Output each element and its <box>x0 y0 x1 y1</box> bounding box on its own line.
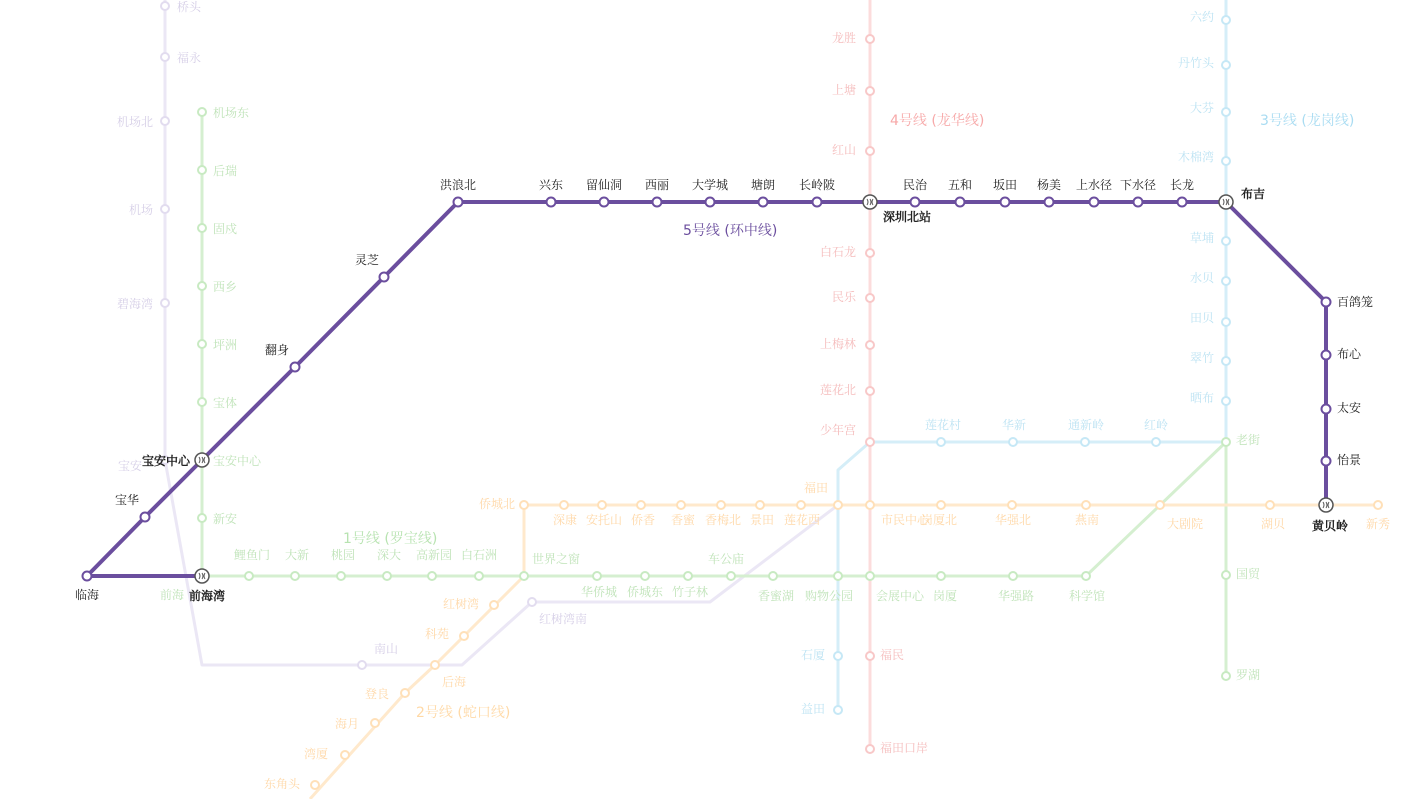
background-station-dot <box>593 572 601 580</box>
background-station-label: 世界之窗 <box>531 552 581 566</box>
station-dot[interactable] <box>83 572 92 581</box>
background-station-dot <box>866 249 874 257</box>
background-station-label: 福田口岸 <box>880 741 929 755</box>
station-dot[interactable] <box>1178 198 1187 207</box>
background-station-label: 岗厦北 <box>920 513 958 527</box>
background-station-dot <box>1008 501 1016 509</box>
background-station-dot <box>1009 572 1017 580</box>
background-station-label: 莲花村 <box>924 418 962 432</box>
background-station-dot <box>1266 501 1274 509</box>
station-label[interactable]: 塘朗 <box>750 178 776 192</box>
background-station-dot <box>1156 501 1164 509</box>
line1-title: 1号线 (罗宝线) <box>343 531 438 547</box>
background-station-label: 侨城东 <box>626 585 664 599</box>
background-station-label: 香蜜湖 <box>757 589 795 603</box>
background-station-dot <box>727 572 735 580</box>
background-station-label: 宝安 <box>117 459 142 473</box>
background-station-dot <box>198 224 206 232</box>
background-station-label: 新秀 <box>1365 517 1391 531</box>
background-station-dot <box>641 572 649 580</box>
background-station-dot <box>1222 571 1230 579</box>
station-dot[interactable] <box>380 273 389 282</box>
background-station-dot <box>1222 157 1230 165</box>
background-station-label: 机场北 <box>116 115 153 129</box>
station-dot[interactable] <box>454 198 463 207</box>
background-station-dot <box>341 751 349 759</box>
station-label[interactable]: 翻身 <box>264 343 290 357</box>
background-station-label: 香梅北 <box>704 513 742 527</box>
station-label[interactable]: 五和 <box>947 178 973 192</box>
background-station-label: 上塘 <box>831 83 856 97</box>
background-station-label: 莲花西 <box>783 513 821 527</box>
background-station-label: 水贝 <box>1189 271 1214 285</box>
background-station-label: 民乐 <box>831 290 856 304</box>
interchange-station-icon[interactable] <box>1319 498 1333 512</box>
background-station-label: 上梅林 <box>819 337 856 351</box>
background-station-label: 侨城北 <box>478 497 516 511</box>
background-station-label: 草埔 <box>1189 231 1214 245</box>
station-dot[interactable] <box>706 198 715 207</box>
station-label[interactable]: 西丽 <box>644 178 670 192</box>
background-station-label: 桥头 <box>177 0 202 14</box>
station-label[interactable]: 洪浪北 <box>439 178 477 192</box>
background-station-label: 华强北 <box>994 513 1032 527</box>
background-station-label: 红树湾南 <box>538 612 588 626</box>
background-station-label: 坪洲 <box>213 338 238 352</box>
interchange-station-icon[interactable] <box>863 195 877 209</box>
station-label[interactable]: 黄贝岭 <box>1311 519 1349 533</box>
background-station-dot <box>1222 357 1230 365</box>
background-station-dot <box>1152 438 1160 446</box>
background-station-dot <box>198 514 206 522</box>
station-dot[interactable] <box>1090 198 1099 207</box>
background-station-dot <box>401 689 409 697</box>
background-station-dot <box>834 572 842 580</box>
station-label[interactable]: 留仙洞 <box>585 178 623 192</box>
background-station-dot <box>198 166 206 174</box>
background-station-label: 福民 <box>880 648 905 662</box>
background-station-dot <box>460 632 468 640</box>
background-station-label: 大剧院 <box>1166 517 1204 531</box>
line5-title: 5号线 (环中线) <box>683 223 778 239</box>
background-station-dot <box>797 501 805 509</box>
background-station-label: 市民中心 <box>880 513 930 527</box>
interchange-station-icon[interactable] <box>195 569 209 583</box>
background-station-label: 燕南 <box>1074 513 1100 527</box>
background-station-dot <box>161 53 169 61</box>
background-station-label: 碧海湾 <box>116 297 153 311</box>
background-station-label: 华新 <box>1001 418 1027 432</box>
background-station-dot <box>198 282 206 290</box>
background-station-label: 鲤鱼门 <box>233 548 271 562</box>
station-label[interactable]: 临海 <box>74 588 100 602</box>
background-station-dot <box>756 501 764 509</box>
background-station-label: 车公庙 <box>707 552 745 566</box>
background-station-dot <box>637 501 645 509</box>
background-station-label: 新安 <box>213 512 238 526</box>
background-station-dot <box>198 108 206 116</box>
station-label[interactable]: 宝安中心 <box>141 454 190 468</box>
background-station-dot <box>866 87 874 95</box>
background-station-dot <box>161 205 169 213</box>
background-station-dot <box>866 438 874 446</box>
background-station-label: 田贝 <box>1189 311 1214 325</box>
background-station-dot <box>834 652 842 660</box>
background-station-dot <box>161 117 169 125</box>
station-dot[interactable] <box>600 198 609 207</box>
interchange-station-icon[interactable] <box>195 453 209 467</box>
station-dot[interactable] <box>547 198 556 207</box>
background-station-label: 会展中心 <box>875 589 925 603</box>
background-station-dot <box>866 572 874 580</box>
background-station-dot <box>1082 501 1090 509</box>
background-station-label: 湖贝 <box>1260 517 1286 531</box>
background-station-label: 机场 <box>128 203 153 217</box>
background-station-label: 购物公园 <box>804 589 854 603</box>
background-station-dot <box>1222 672 1230 680</box>
background-station-label: 西乡 <box>213 280 238 294</box>
background-station-dot <box>866 745 874 753</box>
station-label[interactable]: 宝华 <box>114 493 140 507</box>
background-station-label: 晒布 <box>1189 391 1214 405</box>
background-station-dot <box>358 661 366 669</box>
background-station-label: 国贸 <box>1236 567 1261 581</box>
background-station-dot <box>337 572 345 580</box>
background-station-label: 华侨城 <box>580 585 618 599</box>
station-label[interactable]: 前海湾 <box>188 589 226 603</box>
station-dot[interactable] <box>141 513 150 522</box>
background-station-dot <box>1222 16 1230 24</box>
background-station-dot <box>528 598 536 606</box>
background-station-label: 宝安中心 <box>213 454 262 468</box>
background-station-dot <box>866 147 874 155</box>
station-dot[interactable] <box>1045 198 1054 207</box>
station-label[interactable]: 灵芝 <box>354 253 380 267</box>
background-station-label: 海月 <box>334 717 360 731</box>
background-station-dot <box>371 719 379 727</box>
background-station-label: 红山 <box>831 143 856 157</box>
background-station-label: 岗厦 <box>932 589 958 603</box>
background-station-dot <box>866 35 874 43</box>
background-station-dot <box>1222 438 1230 446</box>
background-station-dot <box>198 340 206 348</box>
background-station-dot <box>291 572 299 580</box>
background-station-label: 老街 <box>1236 433 1261 447</box>
background-station-dot <box>490 601 498 609</box>
background-station-dot <box>1082 572 1090 580</box>
station-label[interactable]: 兴东 <box>538 178 564 192</box>
background-station-label: 固戍 <box>213 222 238 236</box>
background-station-label: 福永 <box>177 51 202 65</box>
background-station-label: 侨香 <box>630 513 656 527</box>
background-station-dot <box>834 706 842 714</box>
background-station-dot <box>598 501 606 509</box>
background-station-label: 大新 <box>284 548 310 562</box>
background-station-label: 少年宫 <box>819 423 856 437</box>
background-station-label: 深大 <box>376 548 402 562</box>
background-station-label: 罗湖 <box>1236 668 1261 682</box>
background-station-label: 科苑 <box>424 627 450 641</box>
station-label[interactable]: 杨美 <box>1036 178 1062 192</box>
background-station-dot <box>769 572 777 580</box>
background-station-label: 翠竹 <box>1189 351 1214 365</box>
station-dot[interactable] <box>1322 457 1331 466</box>
background-station-dot <box>1222 397 1230 405</box>
background-station-label: 红岭 <box>1143 418 1169 432</box>
station-dot[interactable] <box>956 198 965 207</box>
station-dot[interactable] <box>911 198 920 207</box>
station-label[interactable]: 百鸽笼 <box>1337 295 1374 309</box>
background-station-label: 深康 <box>552 513 578 527</box>
background-station-dot <box>311 781 319 789</box>
background-station-label: 六约 <box>1189 10 1214 24</box>
background-station-dot <box>431 661 439 669</box>
background-station-label: 南山 <box>373 642 399 656</box>
station-dot[interactable] <box>1322 405 1331 414</box>
background-station-dot <box>1081 438 1089 446</box>
station-dot[interactable] <box>1322 351 1331 360</box>
background-station-dot <box>866 387 874 395</box>
station-label[interactable]: 上水径 <box>1075 178 1113 192</box>
background-station-label: 华强路 <box>997 589 1035 603</box>
background-station-dot <box>866 294 874 302</box>
background-station-dot <box>161 299 169 307</box>
background-station-label: 红树湾 <box>442 597 480 611</box>
background-station-label: 龙胜 <box>831 31 856 45</box>
line4-title: 4号线 (龙华线) <box>890 113 985 129</box>
line2-title: 2号线 (蛇口线) <box>416 705 511 721</box>
background-station-dot <box>937 438 945 446</box>
background-station-label: 登良 <box>364 687 390 701</box>
background-station-dot <box>245 572 253 580</box>
background-station-label: 机场东 <box>213 106 250 120</box>
background-station-dot <box>161 2 169 10</box>
background-station-dot <box>1222 318 1230 326</box>
background-station-label: 福田 <box>803 481 829 495</box>
background-station-label: 景田 <box>749 513 775 527</box>
background-station-dot <box>1222 61 1230 69</box>
background-station-label: 后瑞 <box>213 164 238 178</box>
background-station-dot <box>1009 438 1017 446</box>
background-station-dot <box>834 501 842 509</box>
station-dot[interactable] <box>1001 198 1010 207</box>
background-station-dot <box>475 572 483 580</box>
station-label[interactable]: 长岭陂 <box>798 178 836 192</box>
background-station-dot <box>866 652 874 660</box>
background-station-label: 宝体 <box>213 396 238 410</box>
station-label[interactable]: 大学城 <box>691 178 729 192</box>
background-station-dot <box>198 398 206 406</box>
station-label[interactable]: 深圳北站 <box>883 210 932 224</box>
station-dot[interactable] <box>1134 198 1143 207</box>
background-station-dot <box>383 572 391 580</box>
background-station-dot <box>1222 277 1230 285</box>
background-station-label: 高新园 <box>415 548 453 562</box>
background-station-label: 科学馆 <box>1068 589 1106 603</box>
background-station-dot <box>560 501 568 509</box>
background-station-dot <box>937 572 945 580</box>
background-station-dot <box>866 341 874 349</box>
background-station-label: 湾厦 <box>303 747 329 761</box>
line3-path <box>838 0 1226 710</box>
background-station-label: 东角头 <box>263 777 301 791</box>
background-station-label: 桃园 <box>330 548 356 562</box>
background-station-label: 丹竹头 <box>1177 56 1214 70</box>
station-dot[interactable] <box>291 363 300 372</box>
background-station-label: 白石洲 <box>460 548 498 562</box>
background-station-dot <box>1222 237 1230 245</box>
background-station-label: 大芬 <box>1189 101 1214 115</box>
station-dot[interactable] <box>1322 298 1331 307</box>
background-station-dot <box>677 501 685 509</box>
background-station-dot <box>937 501 945 509</box>
station-label[interactable]: 坂田 <box>992 178 1018 192</box>
station-dot[interactable] <box>759 198 768 207</box>
line3-title: 3号线 (龙岗线) <box>1260 113 1355 129</box>
background-station-dot <box>684 572 692 580</box>
background-station-label: 莲花北 <box>819 383 856 397</box>
background-station-dot <box>428 572 436 580</box>
background-station-label: 白石龙 <box>819 245 856 259</box>
background-station-dot <box>717 501 725 509</box>
background-station-label: 益田 <box>800 702 825 716</box>
background-station-dot <box>866 501 874 509</box>
background-station-label: 后海 <box>441 675 467 689</box>
background-station-label: 安托山 <box>585 513 623 527</box>
station-dot[interactable] <box>653 198 662 207</box>
background-station-label: 木棉湾 <box>1177 150 1214 164</box>
background-station-label: 通新岭 <box>1067 418 1105 432</box>
background-station-dot <box>520 501 528 509</box>
background-station-label: 石厦 <box>800 648 825 662</box>
background-station-dot <box>1374 501 1382 509</box>
background-station-label: 前海 <box>159 588 184 602</box>
background-station-labels <box>114 0 1391 791</box>
station-label[interactable]: 太安 <box>1337 401 1362 415</box>
background-station-label: 香蜜 <box>670 513 696 527</box>
station-label[interactable]: 布心 <box>1337 347 1362 361</box>
station-label[interactable]: 怡景 <box>1337 453 1362 467</box>
station-dot[interactable] <box>813 198 822 207</box>
background-station-label: 竹子林 <box>671 585 709 599</box>
station-label[interactable]: 长龙 <box>1169 178 1195 192</box>
background-station-dot <box>520 572 528 580</box>
interchange-station-icon[interactable] <box>1219 195 1233 209</box>
background-station-dot <box>1222 108 1230 116</box>
station-label[interactable]: 布吉 <box>1241 187 1266 201</box>
station-label[interactable]: 下水径 <box>1119 178 1157 192</box>
station-label[interactable]: 民治 <box>902 178 928 192</box>
